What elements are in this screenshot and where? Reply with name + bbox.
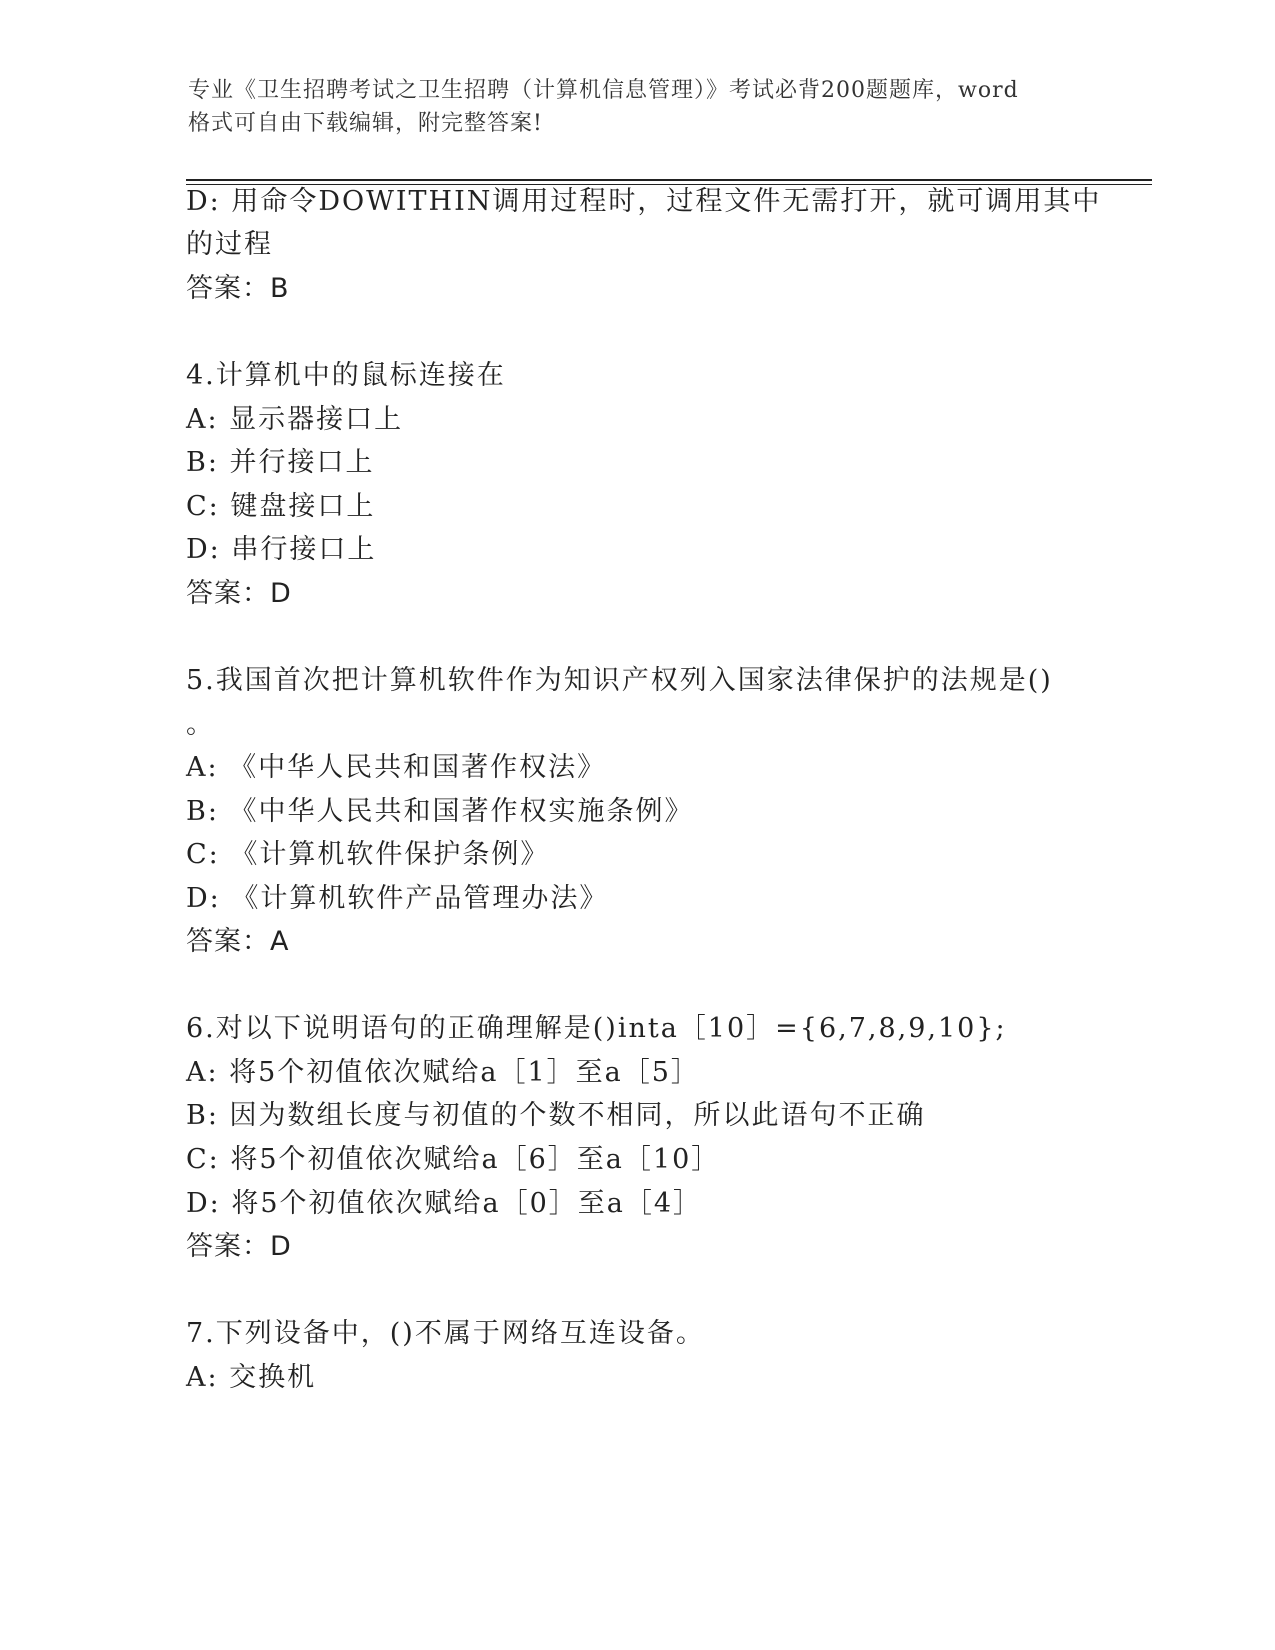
option-d-continued: 的过程 (186, 229, 273, 260)
option-a: A: 将5个初值依次赋给a［1］至a［5］ (186, 1057, 700, 1088)
question-text: 4.计算机中的鼠标连接在 (186, 360, 506, 391)
document-title (188, 74, 1088, 140)
option-b: B: 因为数组长度与初值的个数不相同，所以此语句不正确 (186, 1100, 926, 1131)
option-d: D: 串行接口上 (186, 534, 377, 565)
option-b: B: 《中华人民共和国著作权实施条例》 (186, 796, 694, 827)
title-line-1: 专业《卫生招聘考试之卫生招聘（计算机信息管理）》考试必背200题题库，word (188, 78, 1019, 103)
question-text: 7.下列设备中，()不属于网络互连设备。 (186, 1318, 705, 1349)
option-a: A: 《中华人民共和国著作权法》 (186, 752, 607, 783)
option-c: C: 键盘接口上 (186, 491, 376, 522)
question-text: 5.我国首次把计算机软件作为知识产权列入国家法律保护的法规是() (186, 665, 1053, 696)
option-b: B: 并行接口上 (186, 447, 375, 478)
option-a: A: 显示器接口上 (186, 404, 404, 435)
question-text: 6.对以下说明语句的正确理解是()inta［10］={6,7,8,9,10}; (186, 1013, 1007, 1044)
option-a: A: 交换机 (186, 1362, 317, 1393)
title-line-2: 格式可自由下载编辑，附完整答案! (188, 111, 543, 136)
header-divider-thick (186, 179, 1152, 181)
option-d: D: 用命令DOWITHIN调用过程时，过程文件无需打开，就可调用其中 (186, 186, 1102, 217)
option-d: D: 将5个初值依次赋给a［0］至a［4］ (186, 1188, 703, 1219)
option-d: D: 《计算机软件产品管理办法》 (186, 883, 609, 914)
option-c: C: 将5个初值依次赋给a［6］至a［10］ (186, 1144, 721, 1175)
question-text-continued: 。 (186, 709, 215, 740)
answer: 答案：D (186, 1231, 292, 1262)
answer: 答案：B (186, 273, 290, 304)
answer: 答案：A (186, 926, 290, 957)
header-divider-thin (186, 184, 1152, 185)
option-c: C: 《计算机软件保护条例》 (186, 839, 550, 870)
answer: 答案：D (186, 578, 292, 609)
